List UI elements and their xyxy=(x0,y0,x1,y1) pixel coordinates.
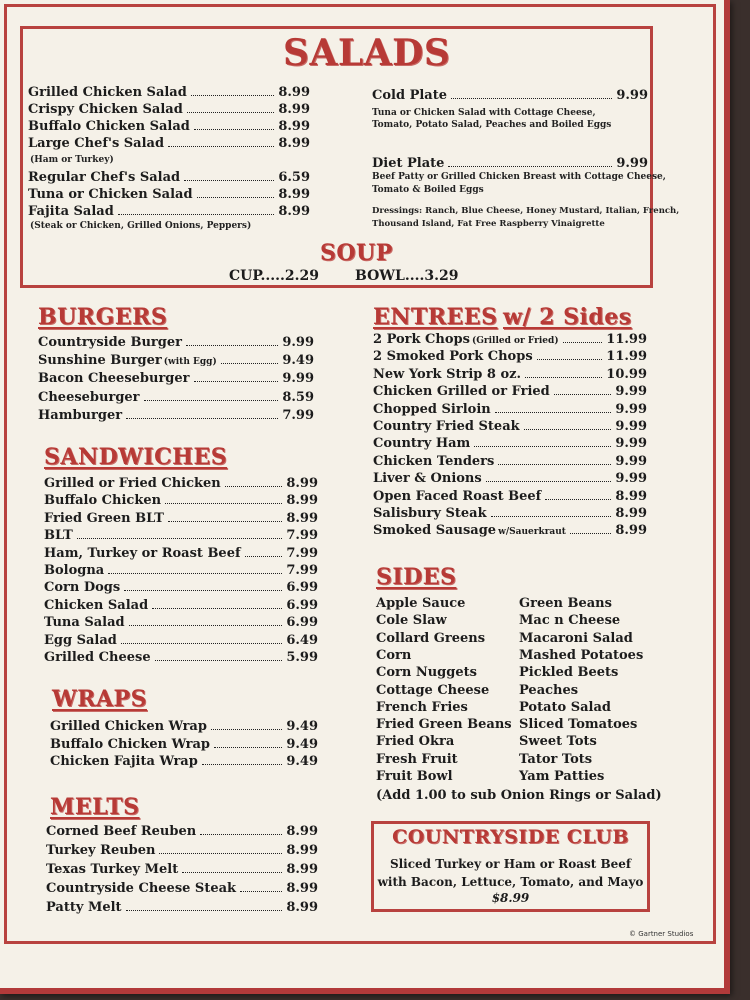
entrees-item-name: New York Strip 8 oz. xyxy=(373,366,522,382)
side-item: Apple Sauce xyxy=(376,596,466,611)
cold-plate-note-2: Tomato, Potato Salad, Peaches and Boiled Eggs xyxy=(372,120,612,130)
sandwiches-item-price: 8.99 xyxy=(286,510,318,526)
entrees-item-price: 9.99 xyxy=(615,401,647,417)
salads-left-item-name: Buffalo Chicken Salad xyxy=(28,119,190,134)
entrees-item xyxy=(373,489,647,504)
burgers-item-price: 8.59 xyxy=(282,389,314,405)
side-item: Corn xyxy=(376,647,412,663)
burgers-item xyxy=(38,353,314,368)
club-price: $8.99 xyxy=(491,891,530,905)
entrees-item-name: 2 Smoked Pork Chops xyxy=(373,349,533,365)
copyright: © Gartner Studios xyxy=(629,930,694,938)
side-item: Macaroni Salad xyxy=(519,630,633,646)
salad-note: (Ham or Turkey) xyxy=(30,155,114,165)
sandwiches-item-name: Grilled Cheese xyxy=(44,650,151,665)
side-item: Collard Greens xyxy=(376,630,486,646)
salads-left-item-price: 8.99 xyxy=(278,119,310,134)
burgers-item xyxy=(38,408,314,423)
sandwiches-item xyxy=(44,598,318,613)
sandwiches-item xyxy=(44,546,318,561)
melts-item-name: Countryside Cheese Steak xyxy=(46,881,237,896)
entrees-item-name: Chopped Sirloin xyxy=(373,401,491,417)
wraps-item xyxy=(50,737,318,752)
sandwiches-item-name: Corn Dogs xyxy=(44,580,121,596)
salads-left-item xyxy=(28,187,310,202)
side-item: Tator Tots xyxy=(519,751,593,767)
melts-item-price: 8.99 xyxy=(286,900,318,915)
side-item: Cottage Cheese xyxy=(376,682,490,698)
side-item: Cole Slaw xyxy=(376,613,447,629)
sandwiches-item-price: 7.99 xyxy=(286,528,318,544)
salads-left-item-price: 8.99 xyxy=(278,136,310,151)
sandwiches-item-name: Buffalo Chicken xyxy=(44,493,162,509)
entrees-item-price: 9.99 xyxy=(615,384,647,400)
sandwiches-item xyxy=(44,580,318,595)
leader-dots xyxy=(486,481,612,482)
wraps-item-price: 9.49 xyxy=(286,736,318,752)
side-item: Pickled Beets xyxy=(519,665,619,681)
entrees-item-name: Country Ham xyxy=(373,436,471,452)
side-item: Mac n Cheese xyxy=(519,613,621,629)
sandwiches-item-price: 7.99 xyxy=(286,545,318,561)
leader-dots xyxy=(108,573,282,574)
side-item: French Fries xyxy=(376,699,468,715)
salads-left-item xyxy=(28,136,310,151)
melts-item xyxy=(46,862,318,877)
leader-dots xyxy=(240,891,282,892)
diet-plate-row: Diet Plate 9.99 xyxy=(372,156,648,171)
leader-dots xyxy=(197,197,275,198)
sandwiches-item xyxy=(44,493,318,508)
burgers-item-price: 7.99 xyxy=(282,407,314,423)
entrees-item-name: Country Fried Steak xyxy=(373,419,520,434)
leader-dots xyxy=(495,412,612,413)
leader-dots xyxy=(182,872,282,873)
diet-plate-note-1: Beef Patty or Grilled Chicken Breast with Cottage Cheese, xyxy=(372,172,666,182)
sandwiches-item xyxy=(44,650,318,665)
melts-item xyxy=(46,881,318,896)
side-item: Green Beans xyxy=(519,596,612,611)
leader-dots xyxy=(498,464,611,465)
entrees-item-price: 9.99 xyxy=(615,471,647,487)
salads-left-item-name: Fajita Salad xyxy=(28,204,114,219)
melts-item-name: Patty Melt xyxy=(46,900,122,915)
sandwiches-item-name: BLT xyxy=(44,528,73,544)
leader-dots xyxy=(524,429,612,430)
entrees-item xyxy=(373,436,647,451)
entrees-item xyxy=(373,523,647,538)
sandwiches-item-price: 6.99 xyxy=(286,580,318,596)
salads-left-item-price: 8.99 xyxy=(278,85,310,100)
sandwiches-item-name: Ham, Turkey or Roast Beef xyxy=(44,545,241,561)
salads-left-item xyxy=(28,85,310,100)
leader-dots xyxy=(221,363,279,364)
entrees-item-price: 8.99 xyxy=(615,523,647,539)
side-item: Peaches xyxy=(519,682,579,698)
sandwiches-item-name: Tuna Salad xyxy=(44,615,125,631)
entrees-item xyxy=(373,402,647,417)
club-heading: COUNTRYSIDE CLUB xyxy=(392,826,629,848)
burgers-item-name: Bacon Cheeseburger xyxy=(38,371,190,387)
leader-dots xyxy=(214,747,282,748)
wraps-item xyxy=(50,719,318,734)
leader-dots xyxy=(194,129,274,130)
side-item: Fried Green Beans xyxy=(376,717,512,733)
wraps-item-name: Chicken Fajita Wrap xyxy=(50,754,198,770)
wraps-item-name: Grilled Chicken Wrap xyxy=(50,719,207,734)
leader-dots xyxy=(570,533,611,534)
entrees-item-name: Chicken Grilled or Fried xyxy=(373,384,550,400)
sandwiches-heading: SANDWICHES xyxy=(44,444,228,470)
sides-heading: SIDES xyxy=(376,564,457,590)
leader-dots xyxy=(159,853,282,854)
sandwiches-item-name: Bologna xyxy=(44,563,105,578)
salad-note: (Steak or Chicken, Grilled Onions, Peppers) xyxy=(30,221,252,231)
salads-left-item-name: Grilled Chicken Salad xyxy=(28,85,187,100)
leader-dots xyxy=(165,503,282,504)
burgers-item xyxy=(38,335,314,350)
side-item: Fruit Bowl xyxy=(376,769,453,784)
melts-item xyxy=(46,843,318,858)
entrees-item-price: 11.99 xyxy=(606,332,647,347)
salads-left-item-price: 8.99 xyxy=(278,204,310,219)
side-item: Corn Nuggets xyxy=(376,665,477,681)
salads-left-item-name: Tuna or Chicken Salad xyxy=(28,187,193,202)
melts-heading: MELTS xyxy=(50,794,140,820)
leader-dots xyxy=(225,486,283,487)
leader-dots xyxy=(124,590,282,591)
dressings-line-2: Thousand Island, Fat Free Raspberry Vinaigrette xyxy=(372,219,605,229)
sandwiches-item xyxy=(44,633,318,648)
soup-cup: CUP.....2.29 xyxy=(229,268,320,284)
leader-dots xyxy=(245,556,283,557)
entrees-item-name: Smoked Sausage xyxy=(373,523,497,539)
leader-dots xyxy=(194,381,279,382)
entrees-item-name: Liver & Onions xyxy=(373,471,482,487)
melts-item-price: 8.99 xyxy=(286,824,318,839)
sandwiches-item-price: 6.99 xyxy=(286,597,318,613)
salads-left-item-name: Large Chef's Salad xyxy=(28,136,165,151)
sandwiches-item-name: Fried Green BLT xyxy=(44,510,164,526)
leader-dots xyxy=(525,377,602,378)
burgers-item xyxy=(38,371,314,386)
melts-item-price: 8.99 xyxy=(286,843,318,858)
wraps-item-price: 9.49 xyxy=(286,719,318,734)
leader-dots xyxy=(491,516,612,517)
salads-left-item xyxy=(28,119,310,134)
burgers-item-sub: (with Egg) xyxy=(163,357,217,368)
entrees-item xyxy=(373,349,647,364)
sandwiches-item xyxy=(44,615,318,630)
soup-heading: SOUP xyxy=(320,240,393,266)
melts-item-name: Turkey Reuben xyxy=(46,843,156,858)
burgers-item xyxy=(38,390,314,405)
leader-dots xyxy=(126,910,283,911)
side-item: Fried Okra xyxy=(376,734,455,750)
entrees-item-price: 9.99 xyxy=(615,436,647,452)
sandwiches-item-price: 8.99 xyxy=(286,493,318,509)
salads-left-item-name: Crispy Chicken Salad xyxy=(28,102,183,117)
leader-dots xyxy=(152,608,282,609)
leader-dots xyxy=(200,834,282,835)
dressings-line-1: Dressings: Ranch, Blue Cheese, Honey Mustard, Italian, French, xyxy=(372,206,680,216)
entrees-item-price: 11.99 xyxy=(606,349,647,365)
leader-dots xyxy=(168,146,274,147)
side-item: Sweet Tots xyxy=(519,734,597,750)
burgers-item-name: Hamburger xyxy=(38,407,123,423)
entrees-subheading: w/ 2 Sides xyxy=(503,304,632,330)
entrees-item-price: 9.99 xyxy=(615,453,647,469)
melts-item-name: Corned Beef Reuben xyxy=(46,824,197,839)
leader-dots xyxy=(211,729,282,730)
leader-dots xyxy=(144,400,279,401)
leader-dots xyxy=(168,521,282,522)
entrees-item xyxy=(373,454,647,469)
leader-dots xyxy=(186,345,278,346)
entrees-item xyxy=(373,332,647,347)
leader-dots xyxy=(563,342,603,343)
leader-dots xyxy=(554,394,612,395)
melts-item xyxy=(46,824,318,839)
leader-dots xyxy=(191,95,275,96)
leader-dots xyxy=(155,660,283,661)
entrees-item-name: Open Faced Roast Beef xyxy=(373,488,542,504)
salads-left-item-name: Regular Chef's Salad xyxy=(28,170,181,185)
sandwiches-item xyxy=(44,511,318,526)
entrees-item-price: 8.99 xyxy=(615,506,647,521)
leader-dots xyxy=(129,625,283,626)
sandwiches-item xyxy=(44,476,318,491)
sandwiches-item-name: Chicken Salad xyxy=(44,597,149,613)
entrees-heading: ENTREES xyxy=(373,304,498,330)
entrees-item-name: 2 Pork Chops xyxy=(373,332,470,347)
sandwiches-item xyxy=(44,528,318,543)
entrees-item-price: 10.99 xyxy=(606,366,647,382)
entrees-item xyxy=(373,471,647,486)
sides-note: (Add 1.00 to sub Onion Rings or Salad) xyxy=(376,788,662,803)
soup-bowl: BOWL....3.29 xyxy=(355,268,459,284)
entrees-item xyxy=(373,506,647,521)
entrees-item-price: 8.99 xyxy=(615,488,647,504)
wraps-item-name: Buffalo Chicken Wrap xyxy=(50,736,210,752)
leader-dots xyxy=(187,112,275,113)
wraps-heading: WRAPS xyxy=(52,686,147,712)
burgers-item-name: Sunshine Burger xyxy=(38,353,162,369)
leader-dots xyxy=(202,764,283,765)
leader-dots xyxy=(545,499,611,500)
burgers-heading: BURGERS xyxy=(38,304,168,330)
leader-dots xyxy=(184,180,274,181)
melts-item-name: Texas Turkey Melt xyxy=(46,862,179,877)
leader-dots xyxy=(118,214,275,215)
wraps-item-price: 9.49 xyxy=(286,754,318,770)
diet-plate-note-2: Tomato & Boiled Eggs xyxy=(372,185,484,195)
entrees-item-sub: w/Sauerkraut xyxy=(498,527,566,538)
side-item: Yam Patties xyxy=(519,769,605,784)
entrees-item-sub: (Grilled or Fried) xyxy=(471,336,559,346)
salads-left-item xyxy=(28,204,310,219)
club-line-2: with Bacon, Lettuce, Tomato, and Mayo xyxy=(377,875,644,889)
melts-item-price: 8.99 xyxy=(286,881,318,896)
entrees-item xyxy=(373,384,647,399)
side-item: Fresh Fruit xyxy=(376,751,458,767)
side-item: Sliced Tomatoes xyxy=(519,717,638,733)
sandwiches-item-name: Grilled or Fried Chicken xyxy=(44,476,221,491)
melts-item-price: 8.99 xyxy=(286,862,318,877)
wraps-item xyxy=(50,754,318,769)
melts-item xyxy=(46,900,318,915)
salads-left-item-price: 8.99 xyxy=(278,187,310,202)
club-line-1: Sliced Turkey or Ham or Roast Beef xyxy=(389,857,632,871)
sandwiches-item-price: 6.99 xyxy=(286,615,318,631)
burgers-item-name: Cheeseburger xyxy=(38,389,140,405)
side-item: Mashed Potatoes xyxy=(519,647,644,663)
leader-dots xyxy=(126,418,278,419)
burgers-item-price: 9.99 xyxy=(282,335,314,350)
salads-left-item xyxy=(28,102,310,117)
side-item: Potato Salad xyxy=(519,699,611,715)
entrees-item-price: 9.99 xyxy=(615,419,647,434)
entrees-item-name: Salisbury Steak xyxy=(373,506,487,521)
leader-dots xyxy=(121,643,282,644)
sandwiches-item-name: Egg Salad xyxy=(44,632,117,648)
entrees-item xyxy=(373,419,647,434)
leader-dots xyxy=(474,446,611,447)
leader-dots xyxy=(77,538,283,539)
burgers-item-price: 9.99 xyxy=(282,371,314,387)
salads-left-item xyxy=(28,170,310,185)
sandwiches-item-price: 6.49 xyxy=(286,632,318,648)
sandwiches-item-price: 5.99 xyxy=(286,650,318,665)
burgers-item-name: Countryside Burger xyxy=(38,335,182,350)
leader-dots xyxy=(537,359,603,360)
sandwiches-item xyxy=(44,563,318,578)
cold-plate-note-1: Tuna or Chicken Salad with Cottage Cheese, xyxy=(372,108,596,118)
entrees-item xyxy=(373,367,647,382)
sandwiches-item-price: 7.99 xyxy=(286,563,318,578)
salads-heading: SALADS xyxy=(283,32,451,74)
sandwiches-item-price: 8.99 xyxy=(286,476,318,491)
entrees-item-name: Chicken Tenders xyxy=(373,453,495,469)
burgers-item-price: 9.49 xyxy=(282,353,314,369)
salads-left-item-price: 6.59 xyxy=(278,170,310,185)
cold-plate-row: Cold Plate 9.99 xyxy=(372,88,648,103)
salads-left-item-price: 8.99 xyxy=(278,102,310,117)
